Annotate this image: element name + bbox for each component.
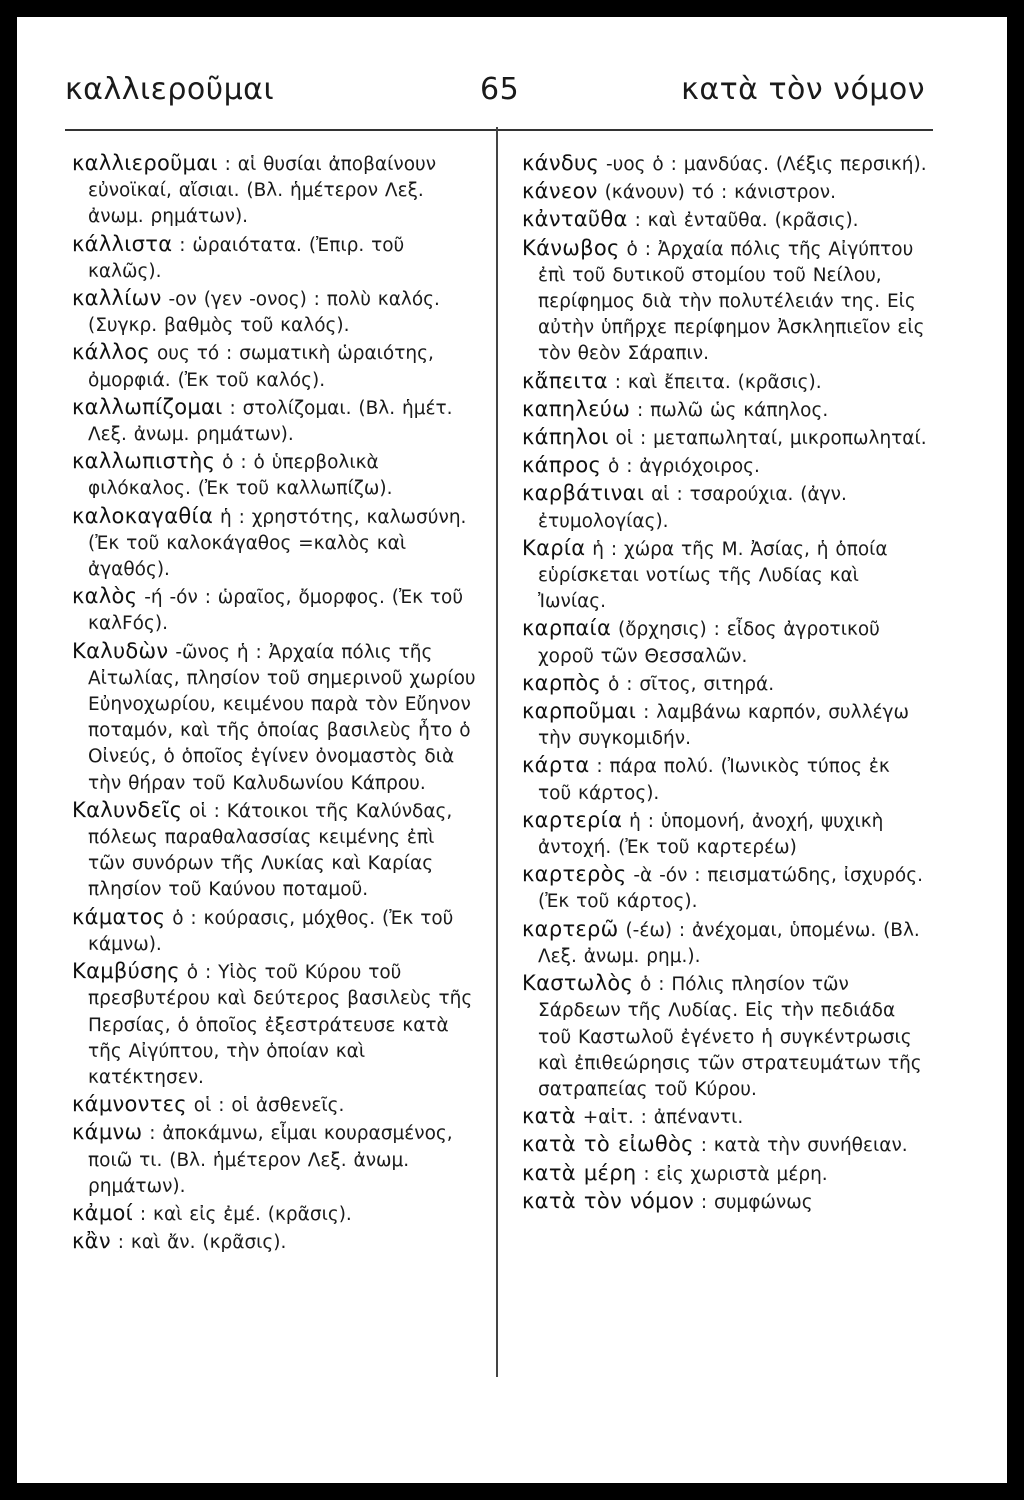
- dictionary-entry: [522, 1103, 927, 1131]
- entry-definition: : αἱ θυσίαι ἀποβαίνουν εὐνοϊκαί, αἴσιαι. (Βλ. ἡμέτερον Λεξ. ἀνωμ. ρημάτων).: [88, 154, 437, 228]
- entry-definition: ὁ : κούρασις, μόχθος. (Ἐκ τοῦ κάμνω).: [88, 907, 454, 955]
- entry-headword: καρπαία: [522, 616, 612, 641]
- entry-headword: καλλιεροῦμαι: [72, 151, 218, 175]
- entry-definition: ὁ : ὁ ὑπερβολικὰ φιλόκαλος. (Ἐκ τοῦ καλλωπίζω).: [88, 452, 393, 500]
- dictionary-entry: [522, 615, 927, 669]
- entry-definition: : λαμβάνω καρπόν, συλλέγω τὴν συγκομιδήν.: [538, 702, 909, 750]
- entry-definition: : πάρα πολύ. (Ἰωνικὸς τύπος ἐκ τοῦ κάρτος).: [538, 756, 890, 804]
- entry-headword: κατὰ τὸν νόμον: [522, 1188, 694, 1213]
- entry-headword: κάρτα: [522, 753, 590, 778]
- entry-definition: ους τό : σωματικὴ ὡραιότης, ὀμορφιά. (Ἐκ τοῦ καλός).: [88, 343, 434, 391]
- entry-headword: κάπηλοι: [522, 425, 609, 450]
- entry-headword: καρποῦμαι: [522, 699, 637, 724]
- entry-headword: καλοκαγαθία: [72, 503, 214, 528]
- entry-headword: καρτερὸς: [522, 862, 627, 887]
- dictionary-entry: [522, 807, 927, 861]
- entry-definition: -ῶνος ἡ : Ἀρχαία πόλις τῆς Αἰτωλίας, πλησίον τοῦ σημερινοῦ χωρίου Εὐηνοχωρίου, κειμένου παρὰ τὸν Εὔηνον ποταμόν, καὶ τῆς ὁποίας βασιλεὺς ἦτο ὁ Οἰνεύς, ὁ ὁποῖος ἐγίνεν ὀνομαστὸς διὰ τὴν θήραν τοῦ Καλυδωνίου Κάπρου.: [88, 641, 476, 794]
- entry-definition: : συμφώνως: [694, 1191, 813, 1213]
- dictionary-entry: [522, 150, 927, 178]
- entry-definition: οἱ : Κάτοικοι τῆς Καλύνδας, πόλεως παραθαλασσίας κειμένης ἐπὶ τῶν συνόρων τῆς Λυκίας καὶ Καρίας πλησίον τοῦ Καύνου ποταμοῦ.: [88, 800, 453, 901]
- dictionary-entry: [72, 285, 477, 339]
- entry-headword: καπηλεύω: [522, 396, 631, 421]
- dictionary-entry: [522, 535, 927, 616]
- dictionary-entry: [72, 1228, 477, 1256]
- entry-definition: ἡ : χρηστότης, καλωσύνη. (Ἐκ τοῦ καλοκάγαθος =καλὸς καὶ ἀγαθός).: [88, 506, 467, 581]
- entry-headword: κάμνοντες: [72, 1092, 187, 1117]
- entry-headword: κἂν: [72, 1229, 111, 1254]
- dictionary-entry: [522, 1188, 927, 1216]
- dictionary-entry: [72, 958, 477, 1091]
- dictionary-entry: [522, 916, 927, 970]
- entry-definition: ὁ : Υἱὸς τοῦ Κύρου τοῦ πρεσβυτέρου καὶ δεύτερος βασιλεὺς τῆς Περσίας, ὁ ὁποῖος ἐξεστράτευσε κατὰ τῆς Αἰγύπτου, τὴν ὁποίαν καὶ κατέκτησεν.: [88, 962, 473, 1088]
- entry-definition: : πωλῶ ὡς κάπηλος.: [630, 399, 829, 421]
- entry-headword: κατὰ μέρη: [522, 1160, 637, 1185]
- entry-headword: καρτερία: [522, 807, 623, 832]
- entry-headword: κἄπειτα: [522, 368, 608, 393]
- entry-headword: καρπὸς: [522, 670, 602, 695]
- entry-headword: κἀνταῦθα: [522, 207, 628, 232]
- right-column: [522, 150, 927, 1216]
- entry-definition: -ον (γεν -ονος) : πολὺ καλός. (Συγκρ. βαθμὸς τοῦ καλός).: [88, 289, 440, 337]
- dictionary-entry: [72, 797, 477, 904]
- entry-headword: κατὰ: [522, 1104, 576, 1129]
- entry-definition: (κάνουν) τό : κάνιστρον.: [597, 182, 836, 204]
- column-divider: [496, 127, 498, 1377]
- entry-definition: -υος ὁ : μανδύας. (Λέξις περσική).: [599, 154, 927, 175]
- dictionary-entry: [522, 1131, 927, 1159]
- entry-definition: : καὶ ἄν. (κρᾶσις).: [110, 1232, 287, 1254]
- dictionary-entry: [72, 1091, 477, 1119]
- entry-headword: καλλίων: [72, 286, 162, 311]
- page-number: 65: [480, 72, 520, 107]
- entry-definition: ὁ : Πόλις πλησίον τῶν Σάρδεων τῆς Λυδίας. Εἰς τὴν πεδιάδα τοῦ Καστωλοῦ ἐγένετο ἡ συγκέντρωσις καὶ ἐπιθεώρησις τῶν στρατευμάτων τῆς σατραπείας τοῦ Κύρου.: [538, 974, 922, 1100]
- dictionary-entry: [72, 583, 477, 637]
- dictionary-entry: [522, 424, 927, 452]
- entry-definition: οἱ : μεταπωληταί, μικροπωληταί.: [608, 428, 927, 450]
- dictionary-entry: [522, 861, 927, 915]
- entry-headword: καλλωπιστὴς: [72, 449, 216, 474]
- entry-headword: κάπρος: [522, 453, 602, 478]
- entry-headword: κάνδυς: [522, 151, 600, 175]
- dictionary-entry: [522, 480, 927, 534]
- entry-headword: Καλυδὼν: [72, 638, 169, 663]
- dictionary-entry: [522, 698, 927, 752]
- entry-definition: ἡ : χώρα τῆς Μ. Ἀσίας, ἡ ὁποία εὑρίσκεται νοτίως τῆς Λυδίας καὶ Ἰωνίας.: [538, 538, 888, 613]
- entry-definition: : στολίζομαι. (Βλ. ἡμέτ. Λεξ. ἀνωμ. ρημάτων).: [88, 397, 453, 446]
- entry-headword: Κάνωβος: [522, 235, 620, 260]
- entry-definition: (ὄρχησις) : εἶδος ἀγροτικοῦ χοροῦ τῶν Θεσσαλῶν.: [538, 619, 880, 667]
- entry-headword: κάλλος: [72, 340, 151, 365]
- dictionary-entry: [522, 1160, 927, 1188]
- entry-definition: ὁ : Ἀρχαία πόλις τῆς Αἰγύπτου ἐπὶ τοῦ δυτικοῦ στομίου τοῦ Νείλου, περίφημος διὰ τὴν πολυτέλειάν της. Εἰς αὐτὴν ὑπῆρχε περίφημον Ἀσκληπιεῖον εἰς τὸν θεὸν Σάραπιν.: [538, 238, 925, 365]
- entry-definition: : καὶ ἔπειτα. (κρᾶσις).: [607, 371, 822, 393]
- entry-definition: +αἰτ. : ἀπέναντι.: [575, 1107, 744, 1129]
- entry-definition: : εἰς χωριστὰ μέρη.: [636, 1163, 828, 1185]
- entry-headword: κάμνω: [72, 1120, 143, 1145]
- running-head-right: κατὰ τὸν νόμον: [681, 72, 925, 107]
- entry-headword: Καμβύσης: [72, 959, 180, 984]
- entry-headword: καρτερῶ: [522, 916, 619, 941]
- entry-definition: : καὶ ἐνταῦθα. (κρᾶσις).: [627, 210, 859, 232]
- entry-headword: καλὸς: [72, 584, 138, 609]
- entry-headword: Καστωλὸς: [522, 971, 634, 996]
- dictionary-entry: [72, 339, 477, 393]
- entry-headword: καλλωπίζομαι: [72, 394, 223, 419]
- dictionary-entry: [522, 452, 927, 480]
- entry-definition: ὁ : ἀγριόχοιρος.: [601, 456, 760, 478]
- dictionary-entry: [72, 638, 477, 797]
- dictionary-entry: [522, 206, 927, 234]
- entry-headword: κάματος: [72, 904, 166, 929]
- dictionary-entry: [522, 235, 927, 368]
- dictionary-entry: [72, 448, 477, 502]
- dictionary-entry: [72, 503, 477, 584]
- dictionary-entry: [72, 394, 477, 448]
- entry-definition: ὁ : σῖτος, σιτηρά.: [601, 673, 775, 695]
- entry-definition: -ή -όν : ὡραῖος, ὄμορφος. (Ἐκ τοῦ καλϜός).: [88, 587, 464, 635]
- entry-headword: Καλυνδεῖς: [72, 797, 183, 822]
- dictionary-entry: [522, 368, 927, 396]
- entry-headword: κατὰ τὸ εἰωθὸς: [522, 1132, 694, 1157]
- running-head-left: καλλιεροῦμαι: [65, 72, 275, 107]
- dictionary-entry: [522, 670, 927, 698]
- page-header: [65, 72, 925, 124]
- entry-headword: κάνεον: [522, 179, 598, 204]
- entry-headword: κἀμοί: [72, 1200, 134, 1225]
- entry-definition: : κατὰ τὴν συνήθειαν.: [693, 1135, 908, 1157]
- dictionary-entry: [72, 904, 477, 958]
- entry-definition: -ὰ -όν : πεισματώδης, ἰσχυρός. (Ἐκ τοῦ κάρτος).: [538, 865, 923, 913]
- entry-definition: ἡ : ὑπομονή, ἀνοχή, ψυχικὴ ἀντοχή. (Ἐκ τοῦ καρτερέω): [538, 810, 884, 859]
- entry-definition: αἱ : τσαρούχια. (ἀγν. ἐτυμολογίας).: [538, 484, 847, 532]
- dictionary-entry: [72, 231, 477, 285]
- entry-definition: : καὶ εἰς ἐμέ. (κρᾶσις).: [133, 1203, 352, 1225]
- entry-definition: οἱ : οἱ ἀσθενεῖς.: [186, 1095, 345, 1117]
- dictionary-entry: [522, 752, 927, 806]
- dictionary-entry: [522, 396, 927, 424]
- entry-definition: : ὡραιότατα. (Ἐπιρ. τοῦ καλῶς).: [88, 234, 405, 282]
- entry-headword: Καρία: [522, 535, 586, 560]
- dictionary-entry: [72, 1200, 477, 1228]
- dictionary-entry: [72, 150, 477, 231]
- left-column: [72, 150, 477, 1256]
- header-rule: [65, 129, 933, 131]
- dictionary-entry: [522, 178, 927, 206]
- dictionary-entry: [72, 1119, 477, 1200]
- entry-headword: κάλλιστα: [72, 231, 173, 256]
- entry-headword: καρβάτιναι: [522, 481, 645, 506]
- entry-definition: : ἀποκάμνω, εἶμαι κουρασμένος, ποιῶ τι. (Βλ. ἡμέτερον Λεξ. ἀνωμ. ρημάτων).: [88, 1123, 453, 1197]
- entry-definition: (-έω) : ἀνέχομαι, ὑπομένω. (Βλ. Λεξ. ἀνωμ. ρημ.).: [538, 919, 920, 967]
- dictionary-entry: [522, 970, 927, 1103]
